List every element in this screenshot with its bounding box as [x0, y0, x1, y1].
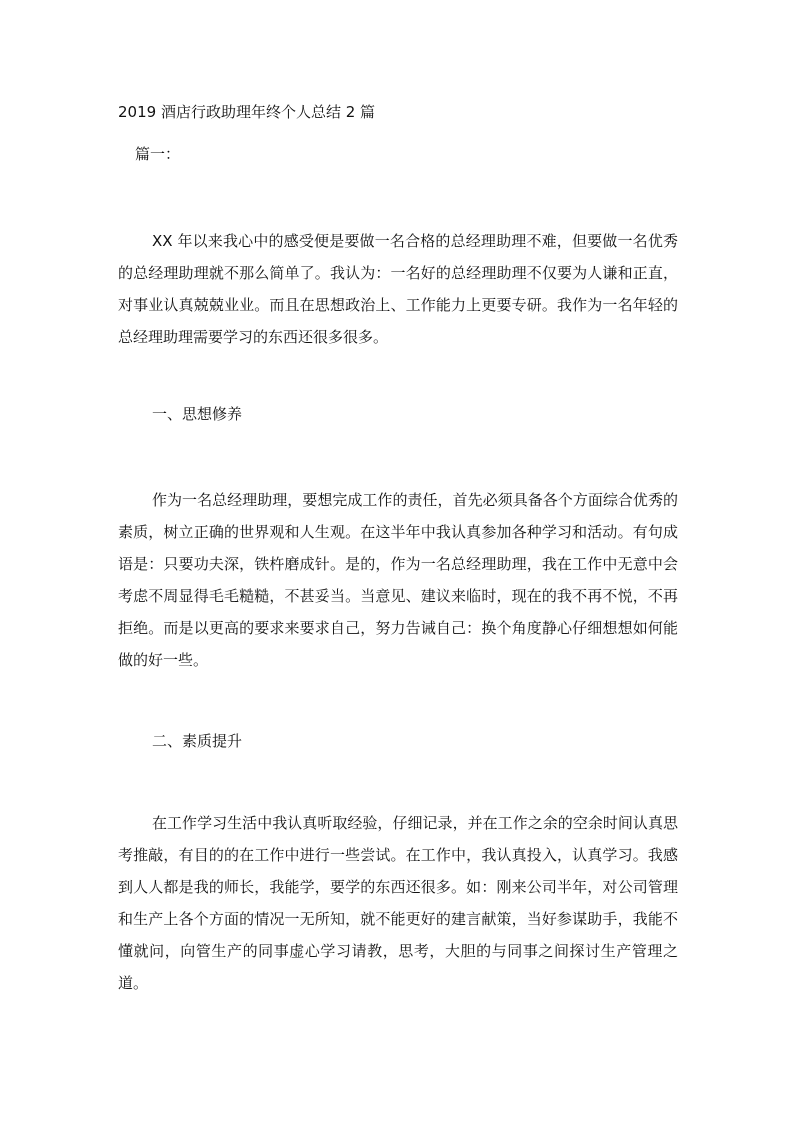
section-heading-quality: 二、素质提升	[152, 732, 243, 750]
section-paragraph-thought: 作为一名总经理助理，要想完成工作的责任，首先必须具备各个方面综合优秀的素质，树立正确的世界观和人生观。在这半年中我认真参加各种学习和活动。有句成语是：只要功夫深，铁杵磨成针。是的，作为一名总经理助理，我在工作中无意中会考虑不周显得毛毛糙糙，不甚妥当。当意见、建议来临时，现在的我不再不悦，不再拒绝。而是以更高的要求来要求自己，努力告诫自己：换个角度静心仔细想想如何能做的好一些。	[118, 491, 678, 669]
part-label: 篇一：	[135, 145, 181, 163]
intro-paragraph: XX 年以来我心中的感受便是要做一名合格的总经理助理不难，但要做一名优秀的总经理助理就不那么简单了。我认为：一名好的总经理助理不仅要为人谦和正直，对事业认真兢兢业业。而且在思想政治上、工作能力上更要专研。我作为一名年轻的总经理助理需要学习的东西还很多很多。	[118, 232, 678, 346]
document-title: 2019 酒店行政助理年终个人总结 2 篇	[118, 103, 376, 121]
section-paragraph-quality: 在工作学习生活中我认真听取经验，仔细记录，并在工作之余的空余时间认真思考推敲，有目的的在工作中进行一些尝试。在工作中，我认真投入，认真学习。我感到人人都是我的师长，我能学，要学的东西还很多。如：刚来公司半年，对公司管理和生产上各个方面的情况一无所知，就不能更好的建言献策，当好参谋助手，我能不懂就问，向管生产的同事虚心学习请教，思考，大胆的与同事之间探讨生产管理之道。	[118, 814, 678, 992]
section-heading-thought: 一、思想修养	[152, 405, 243, 423]
